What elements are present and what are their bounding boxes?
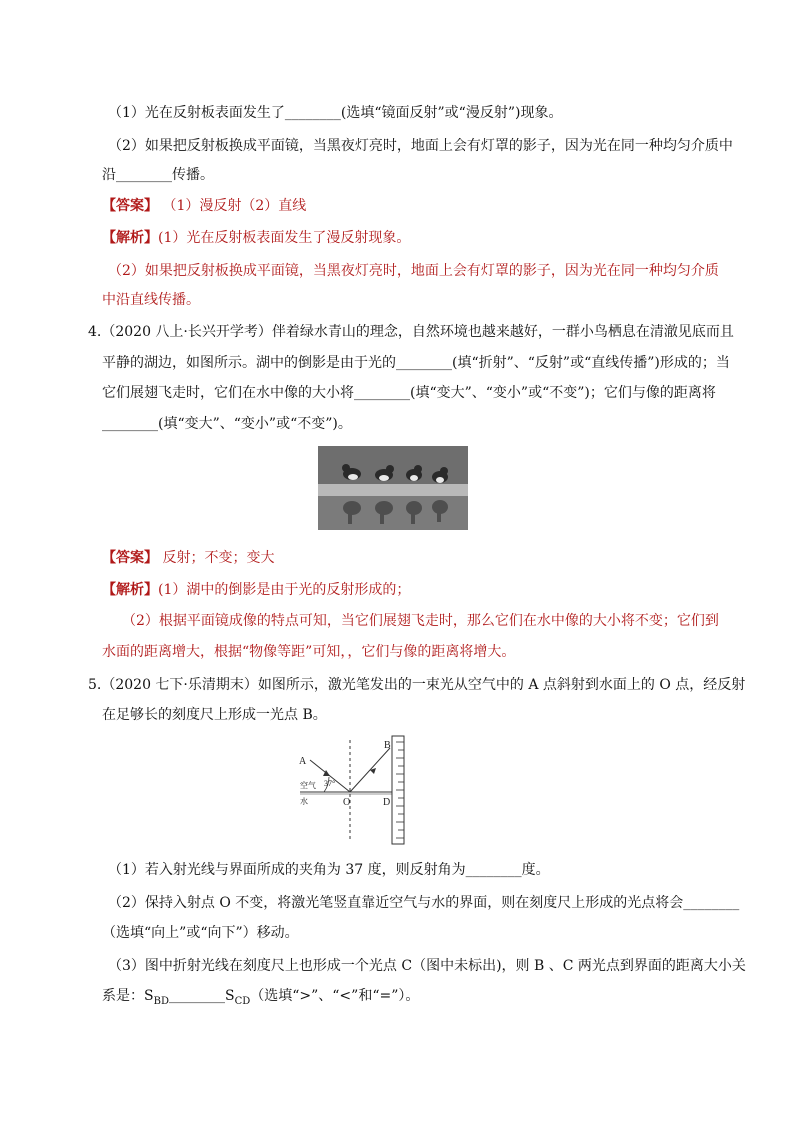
q4-line-4: ________(填“变大”、“变小”或“不变”)。 bbox=[102, 416, 352, 432]
answer-tag: 【答案】 bbox=[102, 198, 158, 214]
explanation-1-b: （2）如果把反射板换成平面镜，当黑夜灯亮时，地面上会有灯罩的影子，因为光在同一种均匀介质 bbox=[108, 263, 719, 279]
q4-line-2: 平静的湖边，如图所示。湖中的倒影是由于光的________(填“折射”、“反射”或“直线传播”)形成的；当 bbox=[102, 355, 730, 371]
q5-sub3-a: （3）图中折射光线在刻度尺上也形成一个光点 C（图中未标出)，则 B 、C 两光点到界面的距离大小关 bbox=[108, 958, 746, 974]
answer-text: 反射；不变；变大 bbox=[162, 550, 275, 566]
q3-sub2-cont: 沿________传播。 bbox=[102, 167, 214, 183]
explanation-2-c: 水面的距离增大，根据“物像等距”可知，，它们与像的距离将增大。 bbox=[102, 644, 516, 660]
q5-sub2-a: （2）保持入射点 O 不变，将激光笔竖直靠近空气与水的界面，则在刻度尺上形成的光点将会________ bbox=[108, 895, 740, 911]
label-water: 水 bbox=[300, 797, 308, 806]
q5-sub2-b: （选填“向上”或“向下”）移动。 bbox=[102, 925, 299, 941]
explanation-text: (1）湖中的倒影是由于光的反射形成的； bbox=[158, 582, 411, 598]
answer-tag: 【答案】 bbox=[102, 550, 158, 566]
q5-line-1: 5.（2020 七下·乐清期末）如图所示，激光笔发出的一束光从空气中的 A 点斜射到水面上的 O 点，经反射 bbox=[88, 677, 746, 693]
q3-sub2: （2）如果把反射板换成平面镜，当黑夜灯亮时，地面上会有灯罩的影子，因为光在同一种均匀介质中 bbox=[108, 138, 733, 154]
explanation-tag: 【解析】 bbox=[102, 582, 158, 598]
reflection-diagram bbox=[296, 734, 408, 846]
label-angle: 37° bbox=[324, 779, 336, 788]
q5-sub1: （1）若入射光线与界面所成的夹角为 37 度，则反射角为________度。 bbox=[108, 862, 550, 878]
explanation-text: (1）光在反射板表面发生了漫反射现象。 bbox=[158, 230, 411, 246]
label-a: A bbox=[299, 756, 307, 767]
explanation-1-c: 中沿直线传播。 bbox=[102, 292, 200, 308]
explanation-2 bbox=[102, 580, 410, 600]
answer-2 bbox=[102, 548, 274, 568]
label-b: B bbox=[384, 740, 391, 751]
q5-line-2: 在足够长的刻度尺上形成一光点 B。 bbox=[102, 707, 327, 723]
label-d: D bbox=[383, 797, 391, 808]
q3-sub1: （1）光在反射板表面发生了________(选填“镜面反射”或“漫反射”)现象。 bbox=[108, 105, 563, 121]
q5-sub3-mid: ________S bbox=[168, 988, 235, 1004]
q4-line-1: 4.（2020 八上·长兴开学考）伴着绿水青山的理念，自然环境也越来越好，一群小鸟栖息在清澈见底而且 bbox=[88, 324, 734, 340]
q5-sub3-post: （选填“>”、“<”和“=”）。 bbox=[250, 988, 420, 1004]
answer-text: （1）漫反射（2）直线 bbox=[162, 198, 307, 214]
answer-1 bbox=[102, 196, 306, 216]
label-o: O bbox=[343, 797, 351, 808]
explanation-tag: 【解析】 bbox=[102, 230, 158, 246]
subscript-bd: BD bbox=[153, 995, 169, 1007]
label-air: 空气 bbox=[300, 781, 316, 790]
explanation-1 bbox=[102, 228, 410, 248]
q5-sub3-b bbox=[102, 986, 419, 1012]
subscript-cd: CD bbox=[234, 995, 251, 1007]
explanation-2-b: （2）根据平面镜成像的特点可知，当它们展翅飞走时，那么它们在水中像的大小将不变；它们到 bbox=[122, 613, 719, 629]
q5-sub3-pre: 系是：S bbox=[102, 988, 154, 1004]
q4-line-3: 它们展翅飞走时，它们在水中像的大小将________(填“变大”、“变小”或“不变”)；它们与像的距离将 bbox=[102, 385, 716, 401]
birds-reflection-photo bbox=[318, 446, 468, 530]
